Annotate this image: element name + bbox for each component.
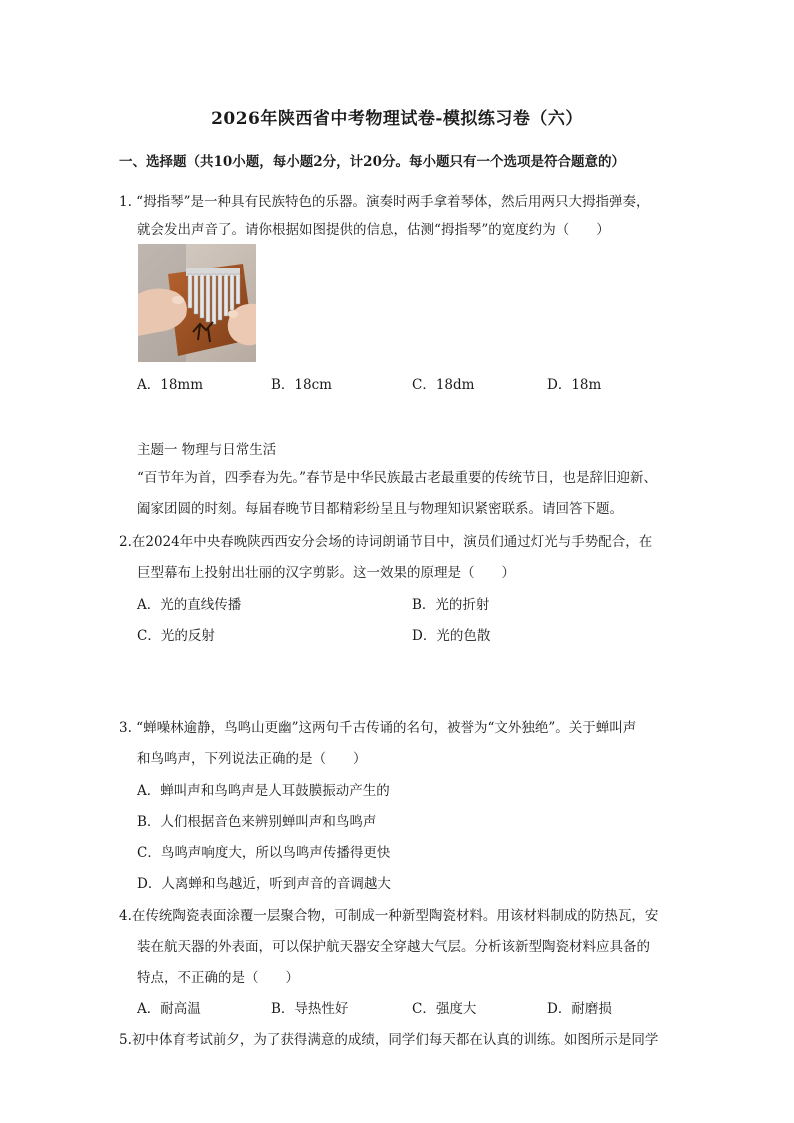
q2-option-b: B．光的折射 xyxy=(412,597,490,613)
q2-option-a: A．光的直线传播 xyxy=(137,597,242,613)
question-4-line-3: 特点，不正确的是（ ） xyxy=(137,970,299,986)
q3-option-d: D．人离蝉和鸟越近，听到声音的音调越大 xyxy=(137,876,391,892)
q3-option-b: B．人们根据音色来辨别蝉叫声和鸟鸣声 xyxy=(137,814,377,830)
q2-option-c: C．光的反射 xyxy=(137,628,215,644)
question-2-line-2: 巨型幕布上投射出壮丽的汉字剪影。这一效果的原理是（ ） xyxy=(137,565,515,581)
q3-option-a: A．蝉叫声和鸟鸣声是人耳鼓膜振动产生的 xyxy=(137,783,390,799)
q1-option-c: C．18dm xyxy=(412,377,475,393)
q4-option-a: A．耐高温 xyxy=(137,1001,201,1017)
question-1-line-1: 1. “拇指琴”是一种具有民族特色的乐器。演奏时两手拿着琴体，然后用两只大拇指弹奏， xyxy=(119,194,650,210)
q1-option-b: B．18cm xyxy=(271,377,332,393)
question-3-line-2: 和鸟鸣声，下列说法正确的是（ ） xyxy=(137,751,367,767)
q4-option-b: B．导热性好 xyxy=(271,1001,349,1017)
question-4-line-2: 装在航天器的外表面，可以保护航天器安全穿越大气层。分析该新型陶瓷材料应具备的 xyxy=(137,939,650,955)
question-5-line-1: 5.初中体育考试前夕，为了获得满意的成绩，同学们每天都在认真的训练。如图所示是同学 xyxy=(119,1032,659,1048)
topic-heading: 主题一 物理与日常生活 xyxy=(137,442,277,458)
q4-option-c: C．强度大 xyxy=(412,1001,477,1017)
question-1-line-2: 就会发出声音了。请你根据如图提供的信息，估测“拇指琴”的宽度约为（ ） xyxy=(137,222,610,238)
q2-option-d: D．光的色散 xyxy=(412,628,491,644)
question-3-line-1: 3. “蝉噪林逾静，鸟鸣山更幽”这两句千古传诵的名句，被誉为“文外独绝”。关于蝉叫声 xyxy=(119,720,637,736)
topic-intro-line-2: 阖家团圆的时刻。每届春晚节目都精彩纷呈且与物理知识紧密联系。请回答下题。 xyxy=(137,501,623,517)
q1-option-d: D．18m xyxy=(547,377,602,393)
page-title: 2026年陕西省中考物理试卷-模拟练习卷（六） xyxy=(211,109,583,129)
topic-intro-line-1: “百节年为首，四季春为先。”春节是中华民族最古老最重要的传统节日，也是辞旧迎新、 xyxy=(137,470,658,486)
q4-option-d: D．耐磨损 xyxy=(547,1001,612,1017)
q3-option-c: C．鸟鸣声响度大，所以鸟鸣声传播得更快 xyxy=(137,845,391,861)
question-2-line-1: 2.在2024年中央春晚陕西西安分会场的诗词朗诵节目中，演员们通过灯光与手势配合，在 xyxy=(119,534,653,550)
section-heading: 一、选择题（共10小题，每小题2分，计20分。每小题只有一个选项是符合题意的） xyxy=(119,154,625,170)
question-4-line-1: 4.在传统陶瓷表面涂覆一层聚合物，可制成一种新型陶瓷材料。用该材料制成的防热瓦，安 xyxy=(119,908,659,924)
thumb-piano-image xyxy=(138,244,256,362)
q1-option-a: A．18mm xyxy=(137,377,204,393)
